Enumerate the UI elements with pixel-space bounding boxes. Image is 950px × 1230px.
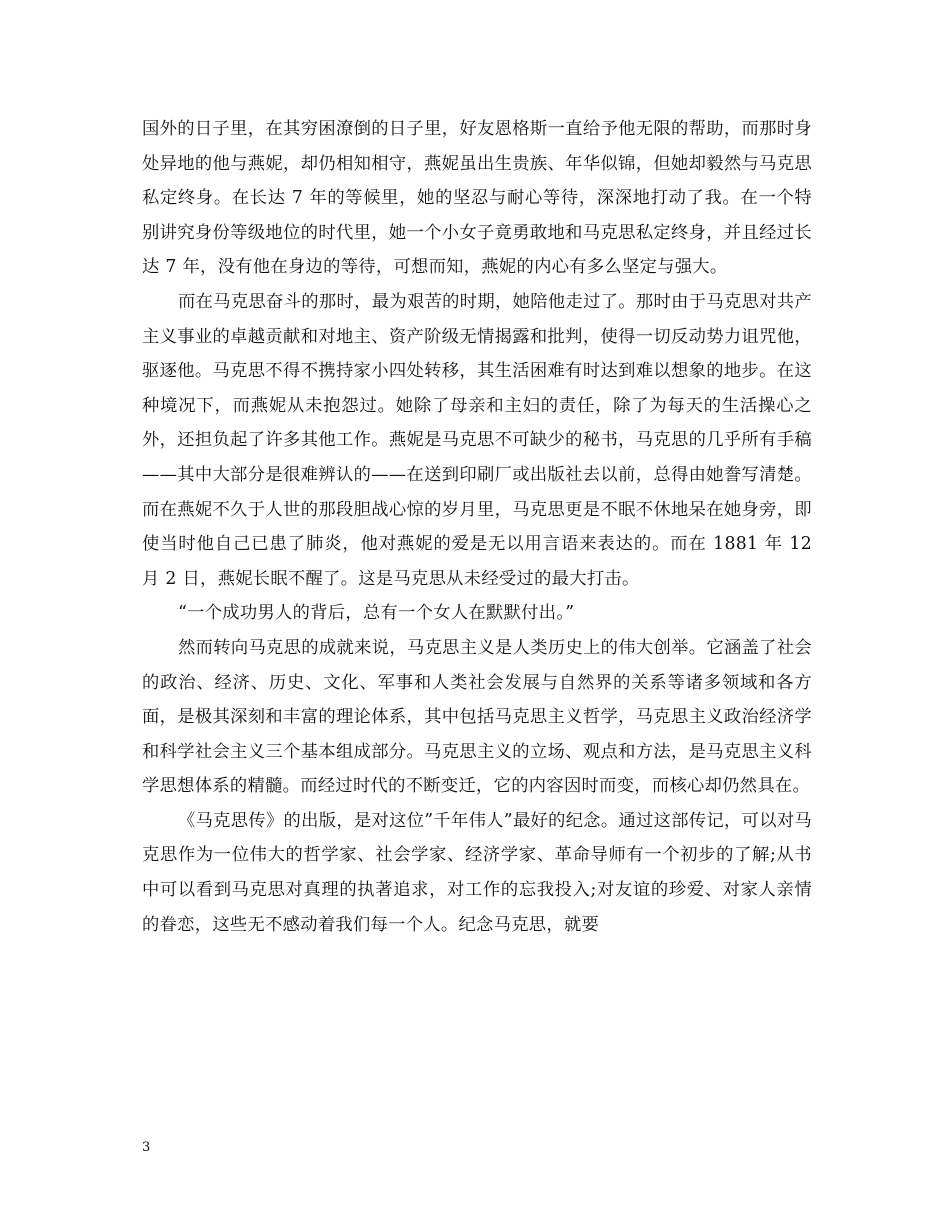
paragraph-2: 而在马克思奋斗的那时，最为艰苦的时期，她陪他走过了。那时由于马克思对共产主义事业的卓越贡献和对地主、资产阶级无情揭露和批判，使得一切反动势力诅咒他，驱逐他。马克思不得不携持家小四处转移，其生活困难有时达到难以想象的地步。在这种境况下，而燕妮从未抱怨过。她除了母亲和主妇的责任，除了为每天的生活操心之外，还担负起了许多其他工作。燕妮是马克思不可缺少的秘书，马克思的几乎所有手稿——其中大部分是很难辨认的——在送到印刷厂或出版社去以前，总得由她誊写清楚。而在燕妮不久于人世的那段胆战心惊的岁月里，马克思更是不眠不休地呆在她身旁，即使当时他自己已患了肺炎，他对燕妮的爱是无以用言语来表达的。而在 1881 年 12 月 2 日，燕妮长眠不醒了。这是马克思从未经受过的最大打击。 <box>142 291 812 589</box>
paragraph-5: 《马克思传》的出版，是对这位”千年伟人”最好的纪念。通过这部传记，可以对马克思作为一位伟大的哲学家、社会学家、经济学家、革命导师有一个初步的了解;从书中可以看到马克思对真理的执著追求，对工作的忘我投入;对友谊的珍爱、对家人亲情的眷恋，这些无不感动着我们每一个人。纪念马克思，就要 <box>142 810 812 935</box>
paragraph-1: 国外的日子里，在其穷困潦倒的日子里，好友恩格斯一直给予他无限的帮助，而那时身处异地的他与燕妮，却仍相知相守，燕妮虽出生贵族、年华似锦，但她却毅然与马克思私定终身。在长达 7 年的等候里，她的坚忍与耐心等待，深深地打动了我。在一个特别讲究身份等级地位的时代里，她一个小女子竟勇敢地和马克思私定终身，并且经过长达 7 年，没有他在身边的等待，可想而知，燕妮的内心有多么坚定与强大。 <box>142 119 812 278</box>
document-body <box>142 112 812 942</box>
page-number: 3 <box>142 1140 151 1155</box>
paragraph-4: 然而转向马克思的成就来说，马克思主义是人类历史上的伟大创举。它涵盖了社会的政治、经济、历史、文化、军事和人类社会发展与自然界的关系等诸多领域和各方面，是极其深刻和丰富的理论体系，其中包括马克思主义哲学，马克思主义政治经济学和科学社会主义三个基本组成部分。马克思主义的立场、观点和方法，是马克思主义科学思想体系的精髓。而经过时代的不断变迁，它的内容因时而变，而核心却仍然具在。 <box>142 637 812 797</box>
paragraph-3-quote: “一个成功男人的背后，总有一个女人在默默付出。” <box>178 603 575 624</box>
